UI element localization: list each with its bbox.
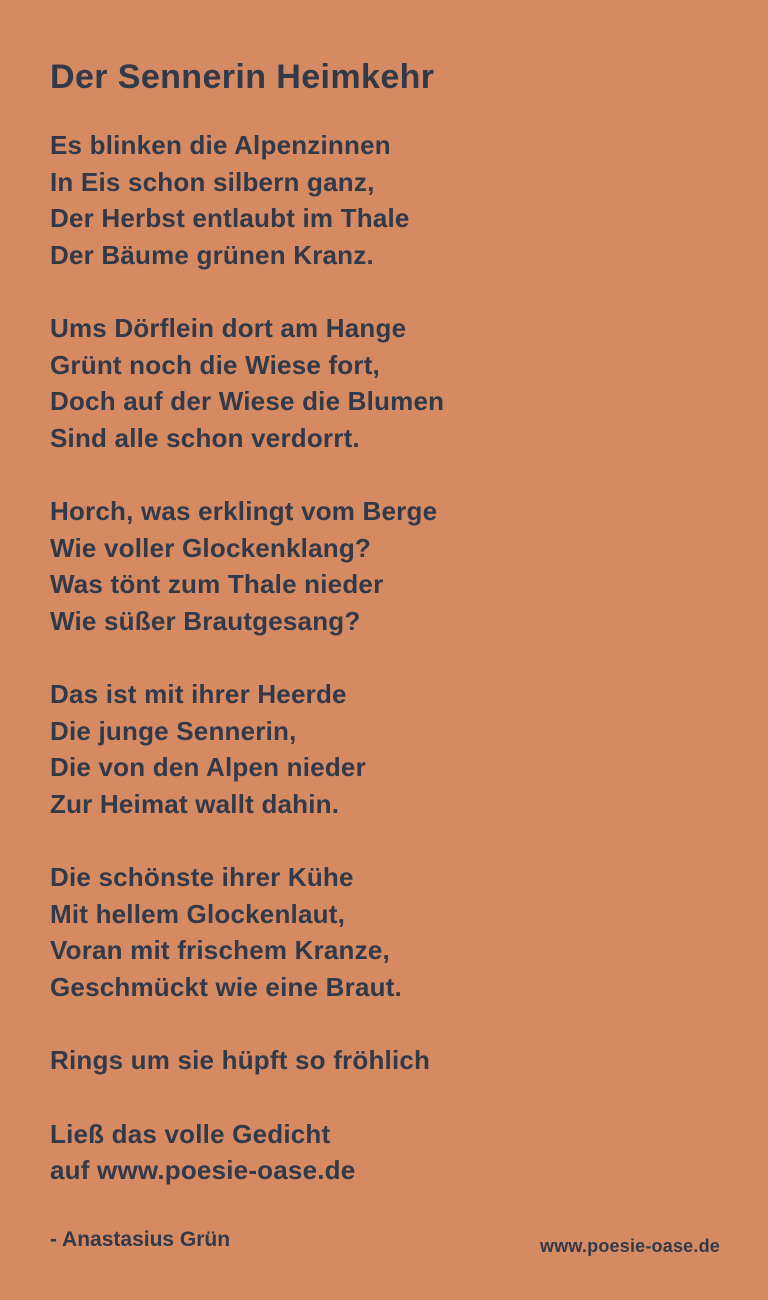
- poem-line: Geschmückt wie eine Braut.: [50, 971, 402, 1002]
- poem-line: Was tönt zum Thale nieder: [50, 569, 384, 599]
- stanza-4: [50, 676, 720, 822]
- poem-line: Ließ das volle Gedicht: [50, 1118, 331, 1149]
- poem-line: Sind alle schon verdorrt.: [50, 422, 360, 453]
- poem-line: Voran mit frischem Kranze,: [50, 935, 390, 965]
- poem-line: Horch, was erklingt vom Berge: [50, 496, 438, 526]
- poem-line: Rings um sie hüpft so fröhlich: [50, 1045, 431, 1075]
- poem-line: Mit hellem Glockenlaut,: [50, 898, 345, 929]
- poem-line: Ums Dörflein dort am Hange: [50, 313, 407, 343]
- poem-line: Die von den Alpen nieder: [50, 752, 366, 782]
- poem-line: Wie süßer Brautgesang?: [50, 605, 361, 636]
- stanza-2: [50, 310, 720, 456]
- poem-line: Es blinken die Alpenzinnen: [50, 130, 391, 160]
- stanza-6: [50, 1042, 720, 1079]
- stanza-1: [50, 127, 720, 273]
- author-attribution: - Anastasius Grün: [50, 1227, 231, 1251]
- poem-line: Die junge Sennerin,: [50, 715, 297, 746]
- poem-title: Der Sennerin Heimkehr: [50, 58, 435, 96]
- poem-line: Das ist mit ihrer Heerde: [50, 679, 347, 709]
- poem-line: Wie voller Glockenklang?: [50, 532, 371, 563]
- poem-line: Der Herbst entlaubt im Thale: [50, 203, 410, 233]
- poem-line: Doch auf der Wiese die Blumen: [50, 386, 445, 416]
- stanza-7-teaser-note: [50, 1116, 720, 1189]
- stanza-5: [50, 859, 720, 1005]
- poem-line: auf www.poesie-oase.de: [50, 1155, 356, 1185]
- poem-line: Die schönste ihrer Kühe: [50, 862, 354, 892]
- poem-line: Der Bäume grünen Kranz.: [50, 239, 374, 270]
- poem-line: In Eis schon silbern ganz,: [50, 166, 375, 197]
- poem-line: Zur Heimat wallt dahin.: [50, 788, 340, 819]
- stanza-3: [50, 493, 720, 639]
- poem-line: Grünt noch die Wiese fort,: [50, 349, 380, 380]
- site-watermark: www.poesie-oase.de: [540, 1236, 720, 1256]
